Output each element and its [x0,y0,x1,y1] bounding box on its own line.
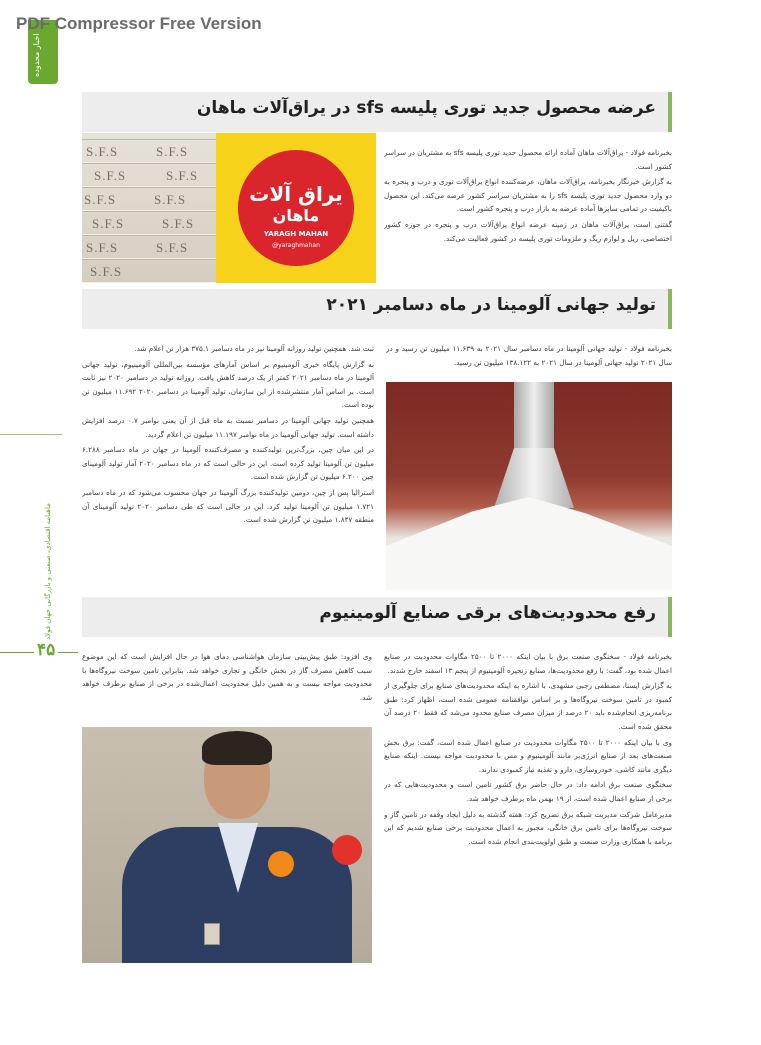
microphone-icon [332,835,362,865]
article-3-body-left [82,650,372,718]
article-2-title: تولید جهانی آلومینا در ماه دسامبر ۲۰۲۱ [82,289,672,329]
logo-circle [238,150,354,266]
logo-subtitle: ماهان [272,206,320,225]
page-number: ۴۵ [34,640,58,660]
article-2-body-right [386,342,672,380]
paragraph: همچنین تولید جهانی آلومینا در دسامبر نسبت به ماه قبل از آن یعنی نوامبر ۰.۷ درصد افزایش داشته است. تولید جهانی آلومینا در ماه نوامبر ۱۱.۱۹۷ میلیون تن اعلام گردید. [82,415,374,439]
official-portrait-photo [82,727,372,963]
paragraph: به گزارش خبرنگار بخبرنامه، یراق‌آلات ماهان، عرضه‌کننده انواع یراق‌آلات توری و درب و پنجره به دو وارد محصول جدید توری پلیسه sfs را به مشتریان سراسر کشور عرضه می‌کند. این محصول باکیفیت در تمامی سایزها آماده عرضه به بازار درب و پنجره کشور است. [384,177,672,214]
paragraph: وی افزود: طبق پیش‌بینی سازمان هواشناسی دمای هوا در حال افزایش است که این موضوع سبب کاهش مصرف گاز در بخش خانگی و تجاری خواهد شد. بنابراین تامین سوخت نیروگاه‌ها با محدودیت مواجه نیست و به همین دلیل محدودیت اعمال‌شده در برخی از صنایع برطرف خواهد شد. [82,652,372,702]
article-1-body [384,146,672,280]
microphone-icon [268,851,294,877]
paragraph: به گزارش پایگاه خبری آلومینیوم بر اساس آمارهای مؤسسه بین‌المللی آلومینیوم، تولید جهانی آلومینا در ماه دسامبر ۲۰۲۱ کمتر از یک درصد کاهش یافت. روزانه تولید در دسامبر ۲۰۲۰ نیز ثابت است. بر اساس آمار منتشرشده از این سازمان، تولید آلومینا در دسامبر ۲۰۲۰ ۱۱.۶۹۲ میلیون تن بوده است. [82,359,374,410]
paragraph: استرالیا پس از چین، دومین تولیدکننده بزرگ آلومینا در جهان محسوب می‌شود که در ماه دسامبر ۱.۷۲۱ میلیون تن آلومینا تولید کرد. این در حالی است که طی دسامبر ۲۰۲۰ تولید آلومینای آن منطقه ۱.۸۴۷ میلیون تن گزارش شده است. [82,487,374,525]
paragraph: بخبرنامه فولاد - یراق‌آلات ماهان آماده ارائه محصول جدید توری پلیسه sfs به مشتریان در سراسر کشور است. [384,148,672,171]
article-3-title: رفع محدودیت‌های برقی صنایع آلومینیوم [82,597,672,637]
article-3-body-right [384,650,672,964]
logo-latin: YARAGH MAHAN [263,230,329,238]
logo-title: یراق آلات [249,182,343,206]
alumina-photo [386,382,672,590]
watermark-text: PDF Compressor Free Version [16,14,262,33]
sfs-boxes-photo: S.F.S S.F.S S.F.S S.F.S S.F.S S.F.S S.F.S S.F.S S.F.S S.F.S S.F.S [82,133,216,283]
yaragh-mahan-logo [216,133,376,283]
paragraph: وی با بیان اینکه ۲۰۰۰ تا ۲۵۰۰ مگاوات محدودیت در صنایع اعمال شده است، گفت: برق بخش صنعت‌های بعد از صنایع انرژی‌بر مانند آلومینیوم و مس با محدودیت مواجه نیست. اینکه صنایع دیگری مانند کاشی، خودروسازی، دارو و تغذیه نیاز کمبودی ندارند. [384,737,672,774]
paragraph: بخبرنامه فولاد - سخنگوی صنعت برق با بیان اینکه ۲۰۰۰ تا ۲۵۰۰ مگاوات محدودیت در صنایع اعمال شده بود، گفت: با رفع محدودیت‌ها، صنایع زنجیره آلومینیوم از پنجم ۱۳ اسفند خارج شدند. [384,652,672,675]
side-publication-label: ماهنامه اقتصادی، صنعتی و بازرگانی جهان فولاد [44,503,52,640]
paragraph: ثبت شد. همچنین تولید روزانه آلومینا نیز در ماه دسامبر ۳۷۵.۱ هزار تن اعلام شد. [134,344,374,353]
paragraph: بخبرنامه فولاد - تولید جهانی آلومینا در ماه دسامبر سال ۲۰۲۱ به ۱۱.۶۳۹ میلیون تن رسید و در سال ۲۰۲۱ تولید جهانی آلومینا در سال ۲۰۲۱ به ۱۳۸.۱۲۲ میلیون تن رسید. [386,344,672,367]
paragraph: در این میان چین، بزرگ‌ترین تولیدکننده و مصرف‌کننده آلومینا در جهان در ماه دسامبر ۶.۲۸۸ میلیون تن آلومینا تولید کرده است. این در حالی است که در ماه دسامبر ۲۰۲۰ آمار تولید آلومینای چین ۶.۲۰۰ میلیون تن گزارش شده است. [82,445,374,482]
paragraph: گفتنی است، یراق‌آلات ماهان در زمینه عرضه انواع یراق‌آلات درب و پنجره در حوزه کشور اختصاصی، ریل و لوازم ریگ و ملزومات توری پلیسه در کشور فعالیت می‌کند. [384,219,672,243]
paragraph: سخنگوی صنعت برق ادامه داد: در حال حاضر برق کشور تامین است و محدودیت‌هایی که در برخی از صنایع اعمال شده است، از ۱۹ بهمن ماه برطرف خواهد شد. [384,780,672,803]
side-rule [0,434,62,435]
logo-handle: @yaraghmahan [272,242,320,249]
section-tab-label: اخبار محدوده [32,33,41,77]
article-2-body-left [82,342,374,590]
paragraph: به گزارش ایسنا، مصطفی رجبی مشهدی، با اشاره به اینکه محدودیت‌های صنایع برای جلوگیری از کمبود در تامین سوخت نیروگاه‌ها و بر اساس توافقنامه عمومی شده است، اظهار کرد: طبق برنامه‌ریزی انجام‌شده باید ۲۰ درصد از میزان مصرف صنایع محدود می‌شد که فقط ۲۰ درصد آن محقق شده است. [384,681,672,731]
article-1-title: عرضه محصول جدید توری پلیسه sfs در یراق‌آلات ماهان [82,92,672,132]
paragraph: مدیرعامل شرکت مدیریت شبکه برق تصریح کرد: هفته گذشته به دلیل ایجاد وقفه در تامین گاز و سوخت نیروگاه‌ها برای تامین برق خانگی، مجبور به اعمال محدودیت برخی صنایع شدیم که این برنامه با همکاری وزارت صنعت و طبق اولویت‌بندی انجام شده است. [384,809,672,846]
